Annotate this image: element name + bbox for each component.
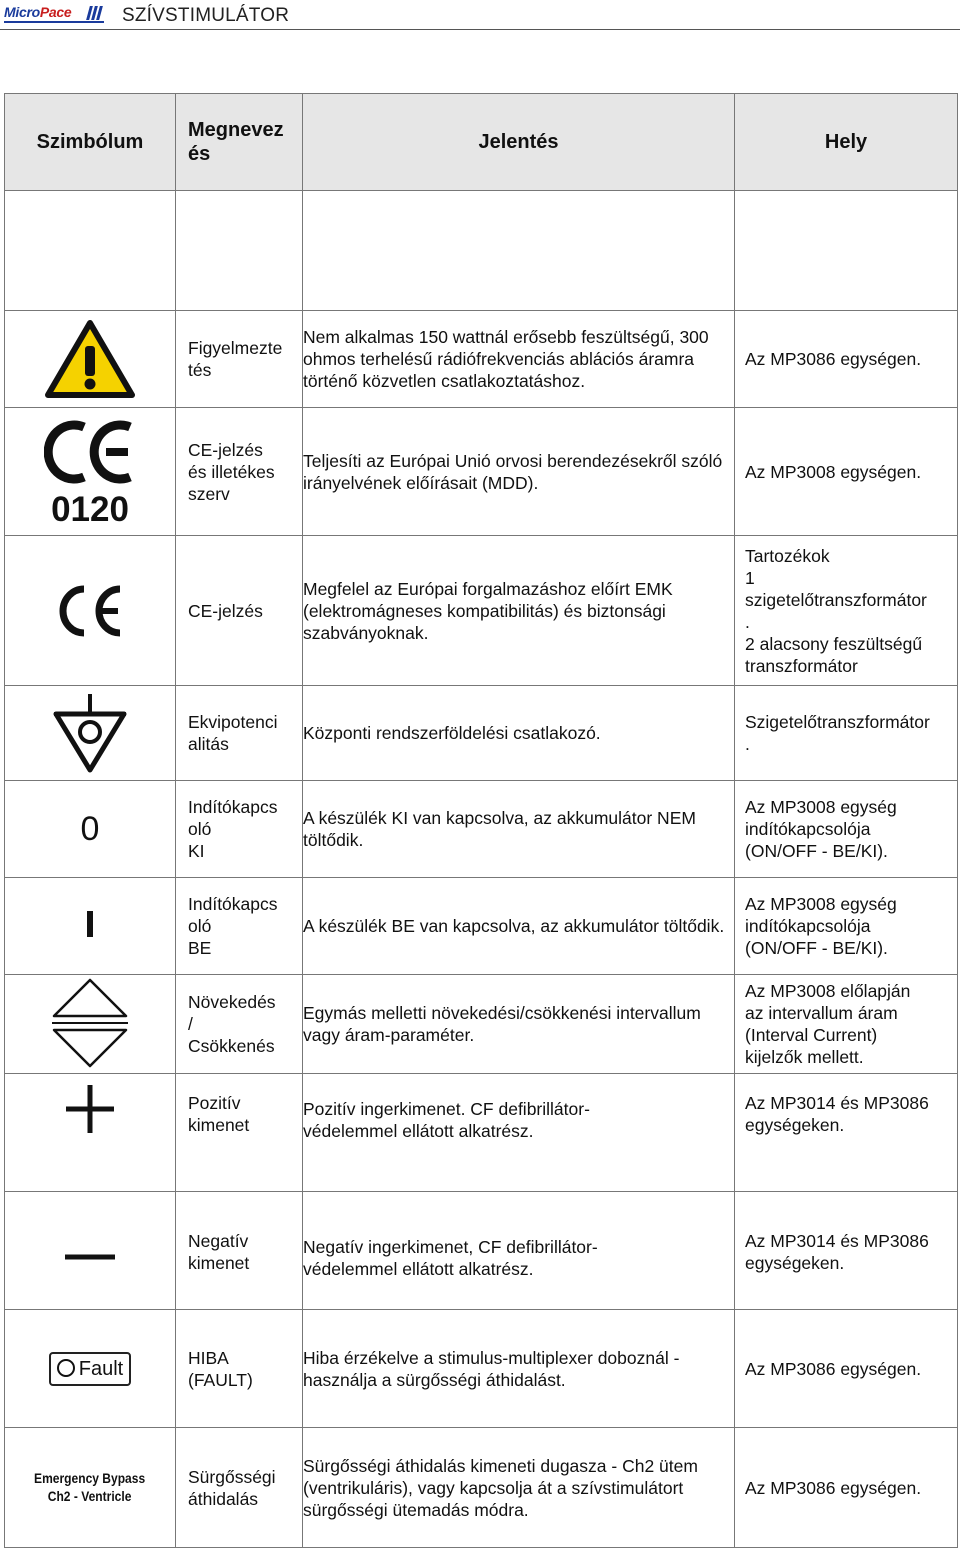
symbol-cell (5, 781, 176, 878)
meaning-cell: Központi rendszerföldelési csatlakozó. (303, 686, 735, 781)
meaning-cell: A készülék BE van kapcsolva, az akkumulátor töltődik. (303, 878, 735, 975)
equipotential-icon (51, 692, 129, 774)
name-cell: Negatív kimenet (176, 1192, 303, 1310)
location-cell: Tartozékok 1 szigetelőtranszformátor . 2 alacsony feszültségű transzformátor (735, 536, 958, 686)
location-cell: Az MP3008 előlapján az intervallum áram (Interval Current) kijelzők mellett. (735, 975, 958, 1074)
page-title: SZÍVSTIMULÁTOR (122, 5, 290, 26)
notified-body-number: 0120 (51, 489, 129, 527)
column-header-symbol: Szimbólum (5, 94, 176, 191)
column-header-location: Hely (735, 94, 958, 191)
emergency-bypass-label-icon: Emergency Bypass Ch2 - Ventricle (34, 1470, 146, 1504)
warning-triangle-icon (45, 320, 135, 398)
location-cell: Az MP3014 és MP3086 egységeken. (735, 1192, 958, 1310)
meaning-cell: Megfelel az Európai forgalmazáshoz előírt EMK (elektromágneses kompatibilitás) és biztonsági szabványoknak. (303, 536, 735, 686)
name-cell: CE-jelzés és illetékes szerv (176, 408, 303, 536)
name-cell: Indítókapcs oló BE (176, 878, 303, 975)
symbol-cell (5, 311, 176, 408)
table-row (5, 536, 958, 686)
location-cell: Az MP3086 egységen. (735, 1428, 958, 1548)
power-off-icon: 0 (80, 809, 100, 848)
meaning-cell: Nem alkalmas 150 wattnál erősebb feszültségű, 300 ohmos terhelésű rádiófrekvenciás ablációs áramra történő közvetlen csatlakoztatáshoz. (303, 311, 735, 408)
meaning-cell: A készülék KI van kapcsolva, az akkumulátor NEM töltődik. (303, 781, 735, 878)
ce-mark-0120-icon (44, 417, 136, 527)
name-cell: CE-jelzés (176, 536, 303, 686)
ce-mark-icon (54, 584, 126, 638)
table-row (5, 408, 958, 536)
symbol-cell (5, 1074, 176, 1192)
fault-label: Fault (78, 1357, 124, 1380)
symbol-cell (5, 536, 176, 686)
symbols-table (4, 93, 958, 1548)
symbol-cell (5, 408, 176, 536)
symbol-cell (5, 1310, 176, 1428)
location-cell: Az MP3014 és MP3086 egységeken. (735, 1074, 958, 1192)
name-cell: Sürgősségi áthidalás (176, 1428, 303, 1548)
meaning-cell: Pozitív ingerkimenet. CF defibrillátor-védelemmel ellátott alkatrész. (303, 1074, 735, 1192)
meaning-cell: Teljesíti az Európai Unió orvosi berendezésekről szóló irányelvének előírásait (MDD). (303, 408, 735, 536)
meaning-cell: Negatív ingerkimenet, CF defibrillátor-védelemmel ellátott alkatrész. (303, 1192, 735, 1310)
column-header-name: Megnevez és (176, 94, 303, 191)
table-row (5, 1074, 958, 1192)
name-cell: Indítókapcs oló KI (176, 781, 303, 878)
location-cell: Szigetelőtranszformátor . (735, 686, 958, 781)
increase-decrease-icon (50, 976, 130, 1072)
logo-text-secondary: Pace (39, 4, 72, 20)
table-row (5, 1192, 958, 1310)
location-cell: Az MP3008 egységen. (735, 408, 958, 536)
symbol-cell (5, 975, 176, 1074)
table-row (5, 686, 958, 781)
table-row (5, 878, 958, 975)
table-row (5, 781, 958, 878)
name-cell: Figyelmezte tés (176, 311, 303, 408)
fault-indicator-icon (49, 1352, 131, 1386)
logo-text-primary: Micro (4, 4, 40, 20)
symbol-cell (5, 878, 176, 975)
name-cell: Növekedés / Csökkenés (176, 975, 303, 1074)
table-row (5, 1428, 958, 1548)
table-header-row (5, 94, 958, 191)
meaning-cell: Hiba érzékelve a stimulus-multiplexer doboznál - használja a sürgősségi áthidalást. (303, 1310, 735, 1428)
table-row (5, 1310, 958, 1428)
location-cell: Az MP3008 egység indítókapcsolója (ON/OFF - BE/KI). (735, 781, 958, 878)
name-cell: Pozitív kimenet (176, 1074, 303, 1192)
plus-icon (63, 1082, 117, 1136)
location-cell: Az MP3086 egységen. (735, 1310, 958, 1428)
name-cell: HIBA (FAULT) (176, 1310, 303, 1428)
table-row (5, 311, 958, 408)
table-row (5, 975, 958, 1074)
meaning-cell: Sürgősségi áthidalás kimeneti dugasza - Ch2 ütem (ventrikuláris), vagy kapcsolja át a szívstimulátort sürgősségi ütemadás módra. (303, 1428, 735, 1548)
page-header (0, 0, 960, 32)
symbol-cell (5, 1192, 176, 1310)
power-on-icon (87, 911, 93, 937)
minus-icon (63, 1253, 117, 1261)
header-divider (0, 29, 960, 30)
location-cell: Az MP3086 egységen. (735, 311, 958, 408)
symbol-cell (5, 686, 176, 781)
micropace-logo (4, 4, 108, 26)
column-header-meaning: Jelentés (303, 94, 735, 191)
empty-row (5, 191, 958, 311)
symbol-cell (5, 1428, 176, 1548)
location-cell: Az MP3008 egység indítókapcsolója (ON/OFF - BE/KI). (735, 878, 958, 975)
name-cell: Ekvipotenci alitás (176, 686, 303, 781)
meaning-cell: Egymás melletti növekedési/csökkenési intervallum vagy áram-paraméter. (303, 975, 735, 1074)
